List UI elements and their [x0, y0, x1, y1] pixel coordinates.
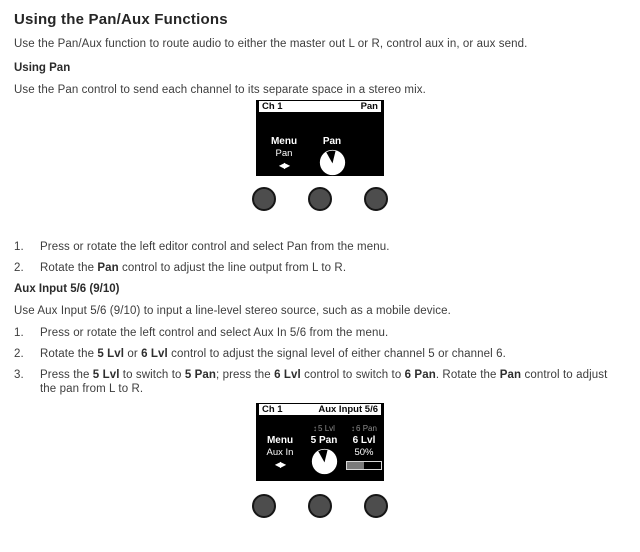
up-down-arrow-icon: ↕ [313, 424, 318, 433]
step-number: 3. [14, 369, 24, 381]
left-right-arrows-icon: ◀▶ [274, 460, 286, 469]
mode-label: Pan [360, 101, 378, 112]
level-meter-fill [347, 462, 364, 469]
intro-paragraph: Use the Pan/Aux function to route audio to either the master out L or R, control aux in, or aux send. [14, 38, 528, 50]
page-title: Using the Pan/Aux Functions [14, 11, 228, 28]
channel-label: Ch 1 [262, 101, 283, 112]
lcd-screen-pan [256, 100, 384, 176]
list-item [14, 326, 626, 340]
menu-column [260, 423, 300, 475]
up-down-arrow-icon: ↕ [351, 424, 356, 433]
list-item [14, 261, 626, 275]
section-heading-using-pan: Using Pan [14, 62, 71, 74]
pan-knob-label: Pan [322, 136, 342, 147]
list-item [14, 240, 626, 254]
lcd-screen-aux [256, 403, 384, 481]
left-right-arrows-icon: ◀▶ [278, 161, 290, 170]
step-number: 2. [14, 262, 24, 274]
channel6-column [348, 423, 380, 475]
list-item [14, 347, 626, 361]
step-number: 1. [14, 241, 24, 253]
section-heading-aux-input: Aux Input 5/6 (9/10) [14, 283, 120, 295]
device-mockup-pan [252, 100, 388, 211]
knob-dial-icon [311, 448, 338, 475]
channel5-mode-label: 5 Pan [310, 435, 338, 446]
knob-dial-icon [319, 149, 346, 176]
editor-controls-row [252, 494, 388, 518]
step-number: 2. [14, 348, 24, 360]
right-editor-knob [364, 494, 388, 518]
left-editor-knob [252, 187, 276, 211]
channel-label: Ch 1 [262, 404, 283, 415]
channel6-hint [351, 423, 377, 434]
list-item [14, 368, 626, 396]
mode-label: Aux Input 5/6 [318, 404, 378, 415]
lcd-header [258, 403, 382, 416]
menu-column [264, 135, 304, 176]
right-editor-knob [364, 187, 388, 211]
lcd-body [256, 418, 384, 475]
step-text: Press or rotate the left control and select Aux In 5/6 from the menu. [40, 327, 389, 339]
aux-input-paragraph: Use Aux Input 5/6 (9/10) to input a line-level stereo source, such as a mobile device. [14, 305, 451, 317]
center-editor-knob [308, 187, 332, 211]
channel6-mode-label: 6 Lvl [352, 435, 376, 446]
menu-value: Pan [275, 148, 293, 159]
device-mockup-aux [252, 403, 388, 518]
center-editor-knob [308, 494, 332, 518]
menu-label: Menu [270, 136, 298, 147]
step-text: Press or rotate the left editor control and select Pan from the menu. [40, 241, 390, 253]
pan-column [304, 135, 360, 176]
channel5-hint-label: 5 Lvl [318, 424, 335, 433]
lcd-header [258, 100, 382, 113]
channel5-column [300, 423, 348, 475]
channel6-hint-label: 6 Pan [356, 424, 377, 433]
editor-controls-row [252, 187, 388, 211]
step-number: 1. [14, 327, 24, 339]
channel6-level-value: 50% [354, 447, 374, 458]
left-editor-knob [252, 494, 276, 518]
channel5-hint [313, 423, 335, 434]
pan-steps-list [14, 240, 626, 275]
using-pan-paragraph: Use the Pan control to send each channel to its separate space in a stereo mix. [14, 84, 426, 96]
menu-label: Menu [266, 435, 294, 446]
menu-value: Aux In [266, 447, 294, 458]
step-text: Rotate the Pan control to adjust the line output from L to R. [40, 262, 347, 274]
step-text: Rotate the 5 Lvl or 6 Lvl control to adjust the signal level of either channel 5 or channel 6. [40, 348, 506, 360]
lcd-body [256, 115, 384, 176]
aux-steps-list [14, 326, 626, 396]
level-meter [346, 461, 382, 470]
step-text: Press the 5 Lvl to switch to 5 Pan; press the 6 Lvl control to switch to 6 Pan. Rotate the Pan control to adjust the pan from L to R. [40, 369, 608, 395]
